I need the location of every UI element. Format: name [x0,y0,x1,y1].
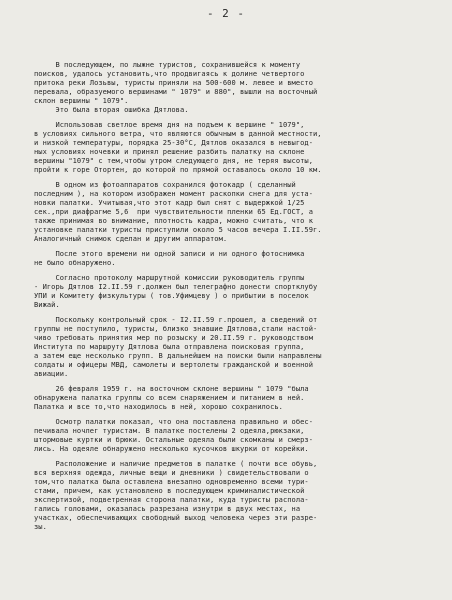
text-line: обнаружена палатка группы со всем снаряжением и питанием в ней. [34,393,305,402]
paragraph-p2 [34,120,442,174]
text-line: лись. На одеяле обнаружено несколько кусочков шкурки от корейки. [34,444,309,453]
text-line: экспертизой, подветренная сторона палатки, куда туристы распола- [34,495,309,504]
text-line: Палатка и все то,что находилось в ней, хорошо сохранилось. [34,402,283,411]
text-line: 26 февраля 1959 г. на восточном склоне вершины " 1079 "была [34,384,309,393]
text-line: склон вершины " 1079". [34,96,129,105]
text-line: перевала, образуемого вершинами " 1079" и 880", вышли на восточный [34,87,318,96]
paragraph-p6 [34,315,442,378]
text-line: Использовав светлое время дня на подъем к вершине " 1079", [34,120,305,129]
paragraph-p4 [34,249,442,267]
paragraph-p8 [34,417,442,453]
document-body [34,60,442,537]
text-line: солдаты и офицеры МВД, самолеты и вертолеты гражданской и военной [34,360,314,369]
text-line: вершины "1079" с тем,чтобы утром следующего дня, не теряя высоты, [34,156,314,165]
text-line: притока реки Лозьвы, туристы приняли на 500-600 м. левее и вместо [34,78,314,87]
paragraph-p5 [34,273,442,309]
text-line: Расположение и наличие предметов в палатке ( почти все обувь, [34,459,318,468]
paragraph-p1 [34,60,442,114]
paragraph-p9 [34,459,442,531]
text-line: не было обнаружено. [34,258,116,267]
text-line: Это была вторая ошибка Дятлова. [34,105,189,114]
text-line: Поскольку контрольный срок - I2.II.59 г.прошел, а сведений от [34,315,318,324]
text-line: Согласно протоколу маршрутной комиссии руководитель группы [34,273,305,282]
text-line: и низкой температуры, порядка 25-30°С, Дятлов оказался в невыгод- [34,138,314,147]
text-line: новки палатки. Учитывая,что этот кадр был снят с выдержкой 1/25 [34,198,305,207]
text-line: пройти к горе Отортен, до которой по прямой оставалось около 10 км. [34,165,322,174]
paragraph-p3 [34,180,442,243]
text-line: Осмотр палатки показал, что она поставлена правильно и обес- [34,417,314,426]
text-line: зы. [34,522,47,531]
text-line: печивала ночлег туристам. В палатке постелены 2 одеяла,рюкзаки, [34,426,305,435]
text-line: чиво требовать принятия мер по розыску и 20.II.59 г. руководством [34,333,314,342]
text-line: том,что палатка была оставлена внезапно одновременно всеми тури- [34,477,309,486]
text-line: авиации. [34,369,69,378]
text-line: стами, причем, как установлено в последующем криминалистической [34,486,305,495]
text-line: поисков, удалось установить,что продвигаясь к долине четвертого [34,69,305,78]
text-line: группы не поступило, туристы, близко знавшие Дятлова,стали настой- [34,324,318,333]
text-line: - Игорь Дятлов I2.II.59 г.должен был телеграфно донести спортклубу [34,282,318,291]
text-line: ных условиях ночевки и принял решение разбить палатку на склоне [34,147,305,156]
text-line: Вижай. [34,300,60,309]
text-line: а затем еще несколько групп. В дальнейшем на поиски были направлены [34,351,322,360]
text-line: штормовые куртки и брюки. Остальные одеяла были скомканы и смерз- [34,435,314,444]
text-line: Института по маршруту Дятлова была отправлена поисковая группа, [34,342,305,351]
text-line: в условиях сильного ветра, что являются обычным в данной местности, [34,129,322,138]
text-line: участках, обеспечивающих свободный выход человека через эти разре- [34,513,318,522]
text-line: После этого времени ни одной записи и ни одного фотоснимка [34,249,305,258]
page-number: - 2 - [206,7,246,20]
paragraph-p7 [34,384,442,411]
text-line: В одном из фотоаппаратов сохранился фотокадр ( сделанный [34,180,296,189]
text-line: последним ), на котором изображен момент раскопки снега для уста- [34,189,314,198]
text-line: УПИ и Комитету физкультуры ( тов.Уфимцеву ) о прибытии в поселок [34,291,309,300]
text-line: также принимая во внимание, плотность кадра, можно считать, что к [34,216,314,225]
text-line: гались головами, оказалась разрезана изнутри в двух местах, на [34,504,301,513]
text-line: сек.,при диафрагме 5,6 при чувствительности пленки 65 Ед.ГОСТ, а [34,207,314,216]
text-line: вся верхняя одежда, личные вещи и дневники ) свидетельствовали о [34,468,309,477]
text-line: Аналогичный снимок сделан и другим аппаратом. [34,234,228,243]
text-line: В последующем, по лыжне туристов, сохранившейся к моменту [34,60,301,69]
text-line: установке палатки туристы приступили около 5 часов вечера I.II.59г. [34,225,322,234]
